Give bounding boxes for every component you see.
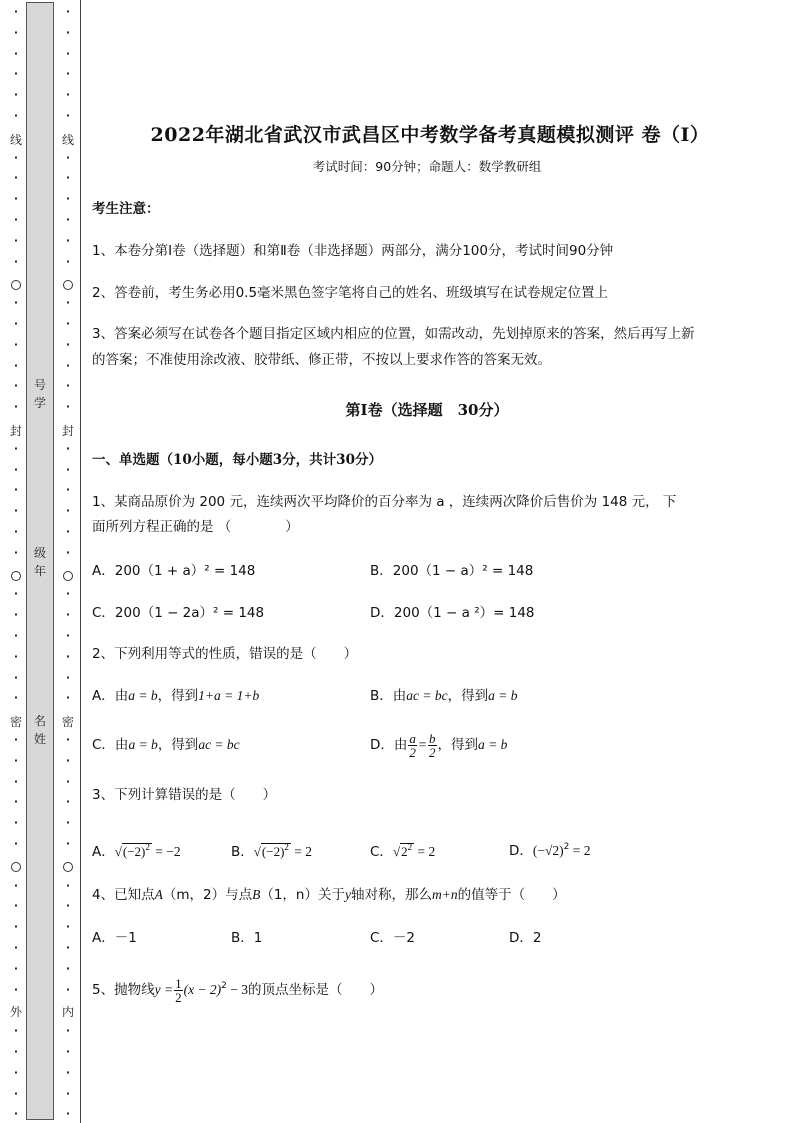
binding-dot: · [65,878,71,892]
binding-dot: · [13,878,19,892]
binding-line [80,0,81,1123]
binding-dot: · [13,608,19,622]
binding-dot: · [13,88,19,102]
binding-dot: · [13,254,19,268]
binding-dot: · [65,545,71,559]
q2-option-b [370,685,517,707]
q1-option-a: A．200（1 + a）² = 148 [92,563,256,579]
binding-dot: · [13,317,19,330]
binding-dot: · [13,109,19,122]
option-label: D． [509,843,533,859]
notice-item: 1、本卷分第I卷（选择题）和第Ⅱ卷（非选择题）两部分，满分100分，考试时间90分钟 [92,243,614,259]
binding-dot: · [13,587,19,601]
binding-dot: · [13,1086,19,1100]
binding-dot: · [65,254,71,268]
math-expr: − 3 [226,982,249,997]
option-label: D．由 [370,737,408,753]
math-expr: = 2 [290,844,313,859]
stem-text: （1，n）关于 [260,887,345,903]
math-expr: = [417,737,428,752]
math-expr: y [345,887,351,902]
binding-word: 密 [10,715,23,729]
binding-dot: · [65,504,71,518]
binding-dot: · [13,379,19,393]
radicand: 2 [401,844,408,859]
strip-char: 级 [33,546,46,560]
q1-option-d: D．200（1 − a ²）= 148 [370,605,535,621]
binding-word: 外 [10,1005,23,1019]
binding-circle [63,280,73,290]
sqrt-expr: $√(-2)^2$ [253,842,289,859]
binding-dot: · [13,483,19,497]
strip-char: 年 [33,564,46,578]
binding-dot: · [13,920,19,934]
binding-dot: · [13,691,19,705]
binding-dot: · [13,441,19,455]
binding-dot: · [13,337,19,351]
math-expr: y = [154,982,174,997]
option-text: ，得到 [437,737,479,753]
binding-dot: · [65,109,71,122]
binding-word: 线 [10,133,23,147]
binding-dot: · [65,5,71,18]
binding-dot: · [65,46,71,60]
binding-dot: · [13,192,19,206]
exponent: 2 [221,981,227,991]
option-text: ，得到 [157,737,199,753]
binding-dot: · [13,67,19,81]
fraction [408,732,417,759]
binding-dot: · [13,504,19,518]
binding-dot: · [13,753,19,767]
fraction [174,977,183,1004]
exponent: 2 [407,842,413,852]
binding-dot: · [13,233,19,247]
denominator: 2 [409,744,416,760]
binding-dot: · [13,816,19,830]
binding-circle [63,862,73,872]
q3-option-a [92,836,181,863]
binding-dot: · [65,1045,71,1058]
binding-word: 封 [10,424,23,438]
binding-dot: · [65,670,71,684]
binding-dot: · [13,25,19,39]
q2-stem: 2、下列利用等式的性质，错误的是（ ） [92,646,358,662]
binding-dot: · [13,837,19,850]
math-expr: = 2 [414,844,436,859]
binding-dot: · [13,982,19,996]
binding-dot: · [13,1107,19,1121]
binding-dot: · [65,753,71,767]
binding-dot: · [65,400,71,414]
binding-dot: · [13,1045,19,1058]
binding-dot: · [65,941,71,954]
math-expr: = −2 [151,844,181,859]
q1-stem-cont: 面所列方程正确的是 （ ） [92,519,299,535]
math-expr: 1+a = 1+b [198,688,260,703]
exponent: 2 [145,842,150,852]
radicand: (−2) [122,844,146,859]
stem-text: 4、已知点 [92,887,155,903]
binding-dot: · [13,961,19,975]
binding-dot: · [65,67,71,81]
binding-dot: · [13,1065,19,1079]
math-expr: a = b [128,737,158,752]
binding-dot: · [65,296,71,310]
binding-circle [63,571,73,581]
option-text: ，得到 [447,688,489,704]
q4-stem [92,884,566,906]
option-text: ，得到 [157,688,199,704]
binding-dot: · [65,816,71,830]
notice-item: 的答案；不准使用涂改液、胶带纸、修正带，不按以上要求作答的答案无效。 [92,352,551,368]
q4-option-b: B．1 [231,930,263,946]
q5-stem [92,968,383,1008]
binding-dot: · [65,1086,71,1100]
q1-option-c: C．200（1 − 2a）² = 148 [92,605,265,621]
fraction [428,732,437,759]
q3-option-b [231,836,312,863]
q4-option-d: D．2 [509,930,542,946]
strip-char: 姓 [33,732,46,746]
stem-text: 5、抛物线 [92,982,155,998]
binding-dot: · [13,46,19,60]
binding-dot: · [65,88,71,102]
binding-dot: · [65,587,71,601]
binding-dot: · [13,733,19,746]
binding-dot: · [13,941,19,954]
binding-dot: · [65,733,71,746]
binding-dot: · [65,525,71,538]
binding-word: 密 [62,715,75,729]
binding-dot: · [65,150,71,164]
q2-option-a [92,685,259,707]
math-expr: a = b [478,737,508,752]
grade-field [26,544,54,580]
q3-option-c [370,836,435,863]
binding-word: 内 [62,1005,75,1019]
math-expr: ac = bc [198,737,240,752]
math-expr: A [154,887,163,902]
option-label: A．由 [92,688,129,704]
binding-dot: · [13,462,19,476]
binding-dot: · [65,629,71,642]
q1-option-b: B．200（1 − a）² = 148 [370,563,534,579]
binding-dot: · [65,920,71,934]
stem-text: 的值等于（ ） [457,887,566,903]
name-field [26,712,54,748]
binding-dot: · [65,608,71,622]
binding-dot: · [65,649,71,663]
binding-dot: · [13,899,19,913]
binding-dot: · [65,1107,71,1121]
binding-dot: · [65,795,71,809]
binding-dot: · [13,150,19,164]
binding-dot: · [13,1024,19,1038]
binding-circle [11,862,21,872]
binding-dot: · [65,171,71,185]
option-label: C．由 [92,737,129,753]
binding-dot: · [65,337,71,351]
binding-dot: · [65,691,71,705]
stem-text: 的顶点坐标是（ ） [248,982,384,998]
binding-dot: · [65,774,71,788]
binding-dot: · [65,483,71,497]
binding-dot: · [13,774,19,788]
sqrt-expr: $√(-2)^2$ [114,842,150,859]
binding-dot: · [13,670,19,684]
binding-dot: · [13,545,19,559]
radicand: (−2) [261,844,285,859]
q4-option-a: A．－1 [92,930,137,946]
binding-dot: · [65,25,71,39]
math-expr: = 2 [569,843,591,858]
option-label: C． [370,844,393,860]
strip-char: 学 [33,396,46,410]
binding-dot: · [65,192,71,206]
binding-word: 封 [62,424,75,438]
binding-dot: · [65,358,71,372]
q1-stem: 1、某商品原价为 200 元，连续两次平均降价的百分率为 a ，连续两次降价后售价为 148 元， 下 [92,494,677,510]
binding-dot: · [13,213,19,226]
binding-dot: · [65,1024,71,1038]
binding-dot: · [65,1065,71,1079]
math-expr: a = b [128,688,158,703]
option-label: B．由 [370,688,407,704]
part-heading: 一、单选题（10小题，每小题3分，共计30分） [92,452,382,468]
exponent: 2 [563,842,570,852]
binding-dot: · [65,441,71,455]
stem-text: （m，2）与点 [162,887,253,903]
math-expr: (x − 2) [183,982,222,997]
binding-dot: · [65,837,71,850]
binding-circle [11,280,21,290]
binding-dot: · [13,296,19,310]
binding-dot: · [65,213,71,226]
numerator: a [409,730,416,746]
q3-stem: 3、下列计算错误的是（ ） [92,787,277,803]
numerator: b [429,730,436,746]
math-expr: (−√2) [532,843,564,858]
stem-text: 轴对称，那么 [351,887,432,903]
q4-option-c: C．－2 [370,930,416,946]
sqrt-expr: $√2^2$ [392,842,413,859]
q2-option-c [92,734,240,756]
exponent: 2 [284,842,289,852]
section-title: 第Ⅰ卷（选择题 30分） [345,401,509,419]
q3-option-d [509,836,591,862]
strip-char: 号 [33,378,46,392]
q2-option-d [370,727,507,763]
binding-dot: · [13,795,19,809]
binding-dot: · [13,400,19,414]
binding-dot: · [65,317,71,330]
option-label: B． [231,844,254,860]
binding-dot: · [13,5,19,18]
outer-binding-dots [10,0,22,1123]
binding-dot: · [13,629,19,642]
numerator: 1 [175,975,182,991]
binding-dot: · [65,233,71,247]
strip-char: 名 [33,714,46,728]
notice-heading: 考生注意： [92,201,160,217]
binding-dot: · [65,462,71,476]
binding-dot: · [65,961,71,975]
math-expr: m+n [432,887,458,902]
binding-word: 线 [62,133,75,147]
binding-dot: · [13,649,19,663]
page-title: 2022年湖北省武汉市武昌区中考数学备考真题模拟测评 卷（Ⅰ） [150,124,710,146]
student-id-field [26,376,54,412]
binding-dot: · [65,379,71,393]
math-expr: ac = bc [406,688,448,703]
denominator: 2 [175,989,182,1005]
denominator: 2 [429,744,436,760]
binding-dot: · [13,358,19,372]
notice-item: 2、答卷前，考生务必用0.5毫米黑色签字笔将自己的姓名、班级填写在试卷规定位置上 [92,285,609,301]
binding-dot: · [65,899,71,913]
binding-dot: · [13,525,19,538]
math-expr: B [252,887,261,902]
binding-dot: · [65,982,71,996]
binding-circle [11,571,21,581]
exam-info: 考试时间：90分钟；命题人：数学教研组 [312,159,542,174]
binding-dot: · [13,171,19,185]
inner-binding-dots [62,0,74,1123]
math-expr: a = b [488,688,518,703]
option-label: A． [92,844,115,860]
notice-item: 3、答案必须写在试卷各个题目指定区域内相应的位置，如需改动，先划掉原来的答案，然后再写上新 [92,326,695,342]
